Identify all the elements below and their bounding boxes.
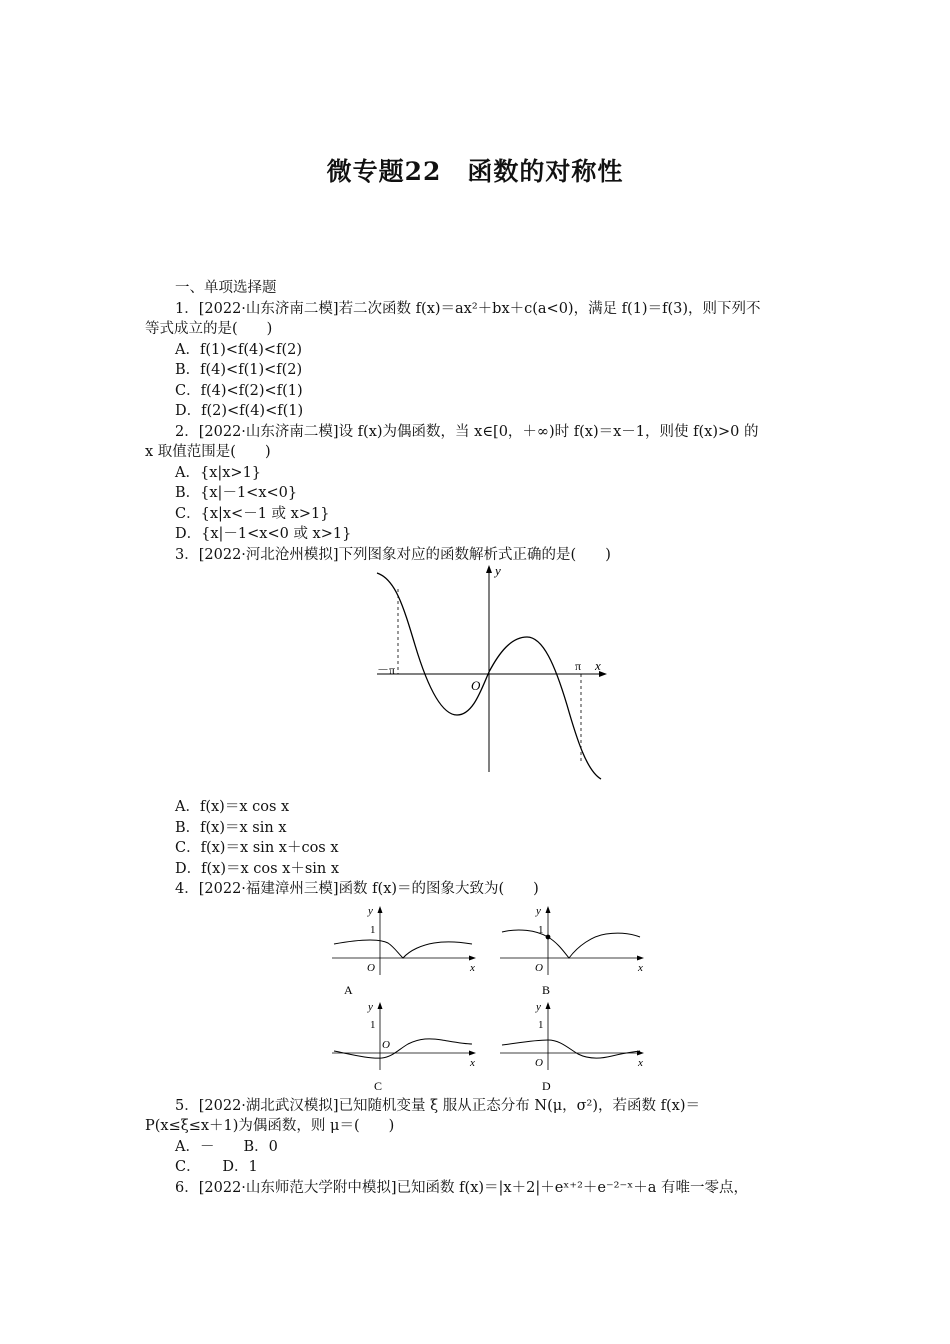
q1-option-c: C．f(4)<f(2)<f(1) (175, 382, 303, 399)
q1-number: 1． (175, 300, 199, 317)
q3-pos-pi-label: π (575, 659, 582, 673)
q2-source: [2022·山东济南二模] (198, 423, 339, 440)
q4c-y-arrow (378, 1002, 383, 1009)
q4d-origin-label: O (535, 1056, 543, 1069)
q4-number: 4． (175, 881, 199, 897)
q4c-one-label: 1 (370, 1018, 376, 1031)
q4a-y-arrow (378, 906, 383, 913)
q2-stem-line1 (145, 422, 810, 443)
q5-stem-line2: P(x≤ξ≤x＋1)为偶函数，则 μ＝( ) (145, 1118, 395, 1134)
q4c-caption: C (374, 1078, 383, 1093)
q5-stem-line1 (145, 1096, 810, 1117)
q3-number: 3． (175, 546, 199, 563)
q4c-y-label: y (368, 1000, 373, 1013)
q4a-origin-label: O (367, 961, 375, 974)
q4c-x-arrow (469, 1050, 476, 1055)
q2-stem-line2: x 取值范围是( ) (145, 444, 271, 460)
q4b-origin-label: O (535, 961, 543, 974)
q3-option-b: B．f(x)＝x sin x (175, 819, 287, 836)
q6-source: [2022·山东师范大学附中模拟] (198, 1179, 397, 1196)
q4b-x-arrow (637, 955, 644, 960)
q4-graph-d (498, 998, 648, 1096)
q1-option-b: B．f(4)<f(1)<f(2) (175, 362, 303, 378)
q4-graphs-row1 (330, 900, 810, 998)
q3-option-a: A．f(x)＝x cos x (175, 799, 290, 815)
q1-option-d: D．f(2)<f(4)<f(1) (175, 403, 304, 419)
q4d-curve (502, 1040, 640, 1058)
q4-graph-c (330, 998, 480, 1096)
q4b-y-label: y (536, 904, 541, 917)
q3-stem-line (145, 545, 810, 566)
q4-graphs-row2 (330, 998, 810, 1096)
q2-option-b: B．{x|－1<x<0} (175, 485, 298, 501)
q4a-caption: A (344, 982, 353, 997)
q2-option-d: D．{x|－1<x<0 或 x>1} (175, 526, 352, 542)
q5-stem-text1: 已知随机变量 ξ 服从正态分布 N(μ，σ²)，若函数 f(x)＝ (338, 1097, 700, 1114)
q5-options-line1: A．－ B．0 (175, 1138, 278, 1155)
page-title: 微专题22 函数的对称性 (326, 157, 624, 186)
q3-x-label: x (595, 658, 601, 673)
q3-origin-label: O (471, 678, 481, 693)
q4d-caption: D (542, 1078, 551, 1093)
q4b-caption: B (542, 982, 551, 997)
q4-stem-line (145, 879, 810, 900)
q4d-x-label: x (638, 1056, 643, 1069)
q3-graph (145, 565, 810, 797)
q4b-y-arrow (546, 906, 551, 913)
q4-source: [2022·福建漳州三模] (198, 881, 339, 897)
q1-option-a: A．f(1)<f(4)<f(2) (175, 341, 302, 358)
q6-stem-line (145, 1178, 810, 1199)
q4a-curve (334, 940, 472, 958)
q4c-curve (334, 1038, 472, 1057)
q3-source: [2022·河北沧州模拟] (198, 546, 339, 563)
q5-options-line2: C． D．1 (175, 1159, 258, 1175)
q1-stem-line2: 等式成立的是( ) (145, 321, 273, 337)
q4a-one-label: 1 (370, 923, 376, 936)
q4b-x-label: x (638, 961, 643, 974)
q4-stem-text: 函数 f(x)＝的图象大致为( ) (338, 881, 539, 897)
q2-option-a: A．{x|x>1} (175, 464, 262, 481)
q4b-curve (502, 929, 640, 957)
q6-stem-text: 已知函数 f(x)＝|x＋2|＋eˣ⁺²＋e⁻²⁻ˣ＋a 有唯一零点， (396, 1179, 748, 1196)
q4a-y-label: y (368, 904, 373, 917)
q4-graph-b (498, 900, 648, 998)
q5-number: 5． (175, 1097, 199, 1114)
q1-stem-line1 (145, 299, 810, 320)
q4d-one-label: 1 (538, 1018, 544, 1031)
q4a-x-label: x (470, 961, 475, 974)
q2-stem-text1: 设 f(x)为偶函数，当 x∈[0，＋∞)时 f(x)＝x－1，则使 f(x)>0 的 (338, 423, 759, 440)
q4a-x-arrow (469, 955, 476, 960)
q4d-y-arrow (546, 1002, 551, 1009)
q1-source: [2022·山东济南二模] (198, 300, 339, 317)
q6-number: 6． (175, 1179, 199, 1196)
q3-neg-pi-label: －π (377, 663, 396, 677)
question-list (145, 278, 810, 1198)
q3-option-d: D．f(x)＝x cos x＋sin x (175, 860, 340, 877)
q3-stem-text: 下列图象对应的函数解析式正确的是( ) (338, 546, 611, 563)
q1-stem-text1: 若二次函数 f(x)＝ax²＋bx＋c(a<0)，满足 f(1)＝f(3)，则下列不 (338, 300, 761, 317)
q4d-y-label: y (536, 1000, 541, 1013)
q2-option-c: C．{x|x<－1 或 x>1} (175, 505, 330, 522)
q4-graph-a (330, 900, 480, 998)
q3-y-arrow (486, 565, 492, 573)
q4c-x-label: x (470, 1056, 475, 1069)
q4b-point (546, 934, 551, 939)
q5-source: [2022·湖北武汉模拟] (198, 1097, 339, 1114)
q4c-origin-label: O (382, 1038, 390, 1051)
q2-number: 2． (175, 423, 199, 440)
q4b-one-label: 1 (538, 923, 544, 936)
q3-option-c: C．f(x)＝x sin x＋cos x (175, 840, 339, 856)
q3-y-label: y (495, 565, 501, 578)
section-heading: 一、单项选择题 (175, 280, 277, 296)
